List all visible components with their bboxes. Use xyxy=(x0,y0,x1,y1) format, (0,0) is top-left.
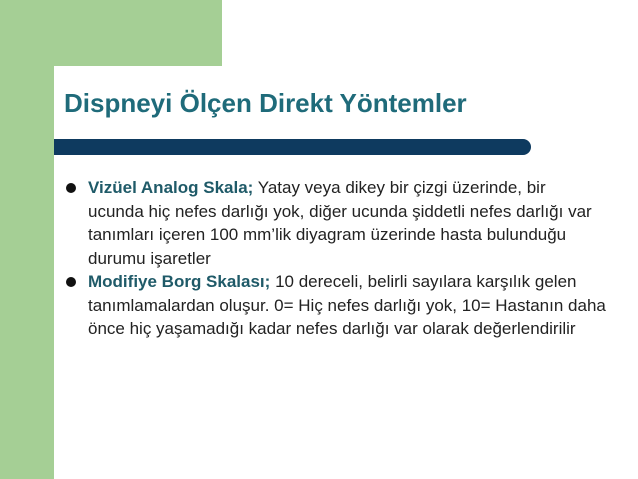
bullet-text: Yatay veya dikey bir çizgi üzerinde, bir ucunda hiç nefes darlığı yok, diğer ucunda şiddetli nefes darlığı var tanımları içeren 100 mm’lik diyagram üzerinde hasta bulunduğu durumu işaretler xyxy=(88,178,592,268)
bullet-list xyxy=(66,176,606,341)
bullet-item-borg xyxy=(66,270,606,341)
bullet-item-vas xyxy=(66,176,606,270)
bullet-text: 10 dereceli, belirli sayılara karşılık gelen tanımlamalardan oluşur. 0= Hiç nefes darlığı yok, 10= Hastanın daha önce hiç yaşamadığı kadar nefes darlığı var olarak değerlendirilir xyxy=(88,272,606,338)
bullet-term: Vizüel Analog Skala; xyxy=(88,178,254,197)
bullet-term: Modifiye Borg Skalası; xyxy=(88,272,271,291)
bullet-dot-icon xyxy=(66,277,76,287)
slide-title: Dispneyi Ölçen Direkt Yöntemler xyxy=(64,88,467,118)
bullet-dot-icon xyxy=(66,183,76,193)
green-accent-strip xyxy=(0,0,54,479)
title-underline-bar xyxy=(54,139,531,155)
